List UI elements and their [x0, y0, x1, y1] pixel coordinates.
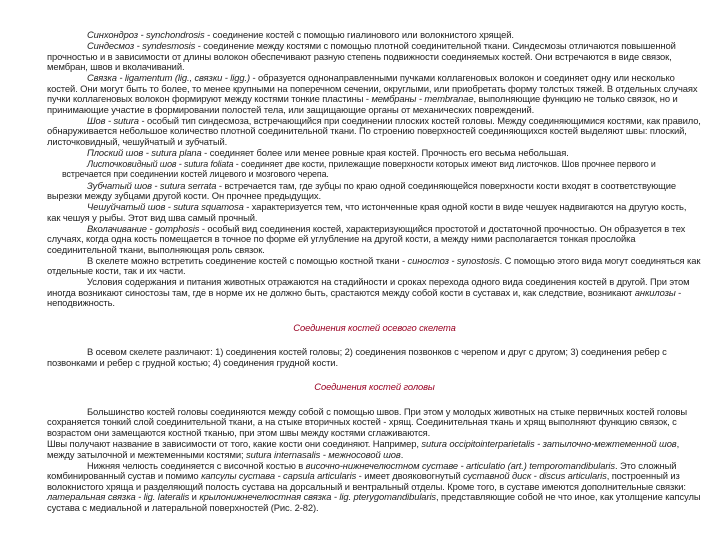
body-text: , построенный из волокнистого хряща и разделяющий полость сустава на дорсальный и вентральный отделы. Кроме того, в суставе имеются дополнительные связки:	[47, 470, 686, 492]
body-text: .	[400, 448, 404, 460]
body-text: и	[189, 491, 200, 503]
term-text: Чешуйчатый шов - sutura squamosa	[87, 201, 244, 213]
term-text: синостоз - synostosis	[407, 254, 500, 266]
section-heading	[47, 323, 702, 334]
term-text: Синхондроз - synchondrosis	[87, 29, 205, 40]
body-text: - встречается там, где зубцы по краю одной соединяющейся поверхности кости входят в соответствующие вырезки между зубцами другой кости. Он прочнее предыдущих.	[47, 179, 676, 202]
paragraph	[47, 461, 702, 514]
term-text: мембраны - membranae	[371, 93, 474, 105]
body-text: - соединение костей с помощью гиалинового или волокнистого хрящей.	[204, 29, 514, 40]
body-text: Швы получают название в зависимости от того, какие кости они соединяют. Например,	[47, 438, 422, 450]
body-text: - соединяет две кости, прилежащие поверхности которых имеют вид листочков. Шов прочнее первого и встречается при соединении костей лицевого и мозгового черепа.	[62, 158, 656, 180]
body-text: - соединение между костями с помощью плотной соединительной ткани. Синдесмозы отличаются повышенной прочностью и в зависимости от длины волокон обеспечивают разную степень подвижности соединяемых костей. Они встречаются в виде связок, мембран, швов и вколачиваний.	[47, 40, 676, 73]
term-text: латеральная связка - lig. lateralis	[47, 491, 190, 503]
term-text: капсулы сустава - capsula articularis	[201, 470, 357, 482]
section-heading	[47, 382, 702, 393]
body-text: В осевом скелете различают: 1) соединения костей головы; 2) соединения позвонков с черепом и друг с другом; 3) соединения ребер с позвонками и ребер с грудной костью; 4) соединения грудной кости.	[47, 346, 667, 368]
term-text: Шов - sutura	[87, 114, 139, 126]
body-text: Большинство костей головы соединяются между собой с помощью швов. При этом у молодых животных на стыке первичных костей головы сохраняется тонкий слой соединительной ткани, а на стыке вторичных костей - хрящ. Соединительная ткань и хрящ выполняют функцию связок, с возрастом они замещаются костной тканью, при этом швы между костями сглаживаются.	[47, 405, 688, 438]
paragraph	[47, 202, 702, 223]
paragraph	[47, 407, 702, 439]
body-text: . С помощью этого вида могут соединяться как отдельные кости, так и их части.	[47, 254, 701, 277]
term-text: Зубчатый шов - sutura serrata	[87, 179, 217, 191]
term-text: sutura occipitointerparietalis - затылочно-межтеменной шов	[421, 438, 677, 450]
term-text: sutura internasalis - межносовой шов	[246, 448, 401, 460]
paragraph	[47, 30, 702, 41]
document-body	[47, 30, 702, 514]
paragraph	[47, 347, 702, 368]
body-text: , между затылочной и межтеменными костями;	[47, 438, 680, 460]
paragraph	[47, 181, 702, 202]
term-text: анкилозы	[634, 286, 676, 298]
paragraph	[47, 148, 702, 159]
paragraph	[47, 159, 702, 180]
body-text: . Это сложный комбинированный сустав и помимо	[47, 459, 677, 482]
paragraph	[47, 277, 702, 309]
term-text: Плоский шов - sutura plana	[87, 146, 202, 158]
term-text: крылонижнечелюстная связка - lig. pterygomandibularis	[199, 491, 437, 503]
paragraph	[47, 256, 702, 277]
body-text: Условия содержания и питания животных отражаются на стадийности и сроках перехода одного вида соединения костей в другой. При этом иногда возникают синостозы там, где в норме их не должно быть, срастаются между собой кости в суставах и, как следствие, возникают	[47, 276, 690, 298]
paragraph	[47, 73, 702, 115]
body-text: Соединения костей головы	[314, 381, 435, 393]
body-text: - особый вид соединения костей, характеризующийся простотой и достаточной прочностью. Он образуется в тех случаях, когда одна кость помещается в точное по форме ей углубление на другой кости, а между ними располагается тонкая прослойка соединительной ткани, выполняющая роль связок.	[47, 222, 686, 255]
body-text: - характеризуется тем, что истонченные края одной кости в виде чешуек надвигаются на другую кость, как чешуя у рыбы. Этот вид шва самый прочный.	[47, 201, 687, 223]
term-text: суставной диск - discus articularis	[463, 470, 607, 482]
term-text: височно-нижнечелюстном суставе - articulatio (art.) temporomandibularis	[305, 459, 615, 471]
body-text: Соединения костей осевого скелета	[293, 321, 456, 333]
body-text: - особый тип синдесмоза, встречающийся при соединении плоских костей головы. Между соединяющимися костями, как правило, обнаруживается небольшое количество плотной соединительной ткани. По строению поверхностей соединяющихся костей выделяют швы: плоский, листочковидный, чешуйчатый и зубчатый.	[47, 114, 701, 147]
body-text: - неподвижность.	[47, 286, 682, 309]
paragraph	[47, 116, 702, 148]
term-text: Синдесмоз - syndesmosis	[87, 40, 196, 52]
term-text: Вколачивание - gomphosis	[87, 222, 200, 234]
paragraph	[47, 224, 702, 256]
body-text: - образуется однонаправленными пучками коллагеновых волокон и соединяет одну или несколько костей. Они могут быть то более, то менее крупными на поперечном сечении, округлыми, или приобретать форму толстых тяжей. В отдельных случаях пучки коллагеновых волокон формируют между костями тонкие пластины -	[47, 72, 698, 105]
body-text: - имеет двояковогнутый	[356, 470, 464, 482]
term-text: Связка - ligamentum (lig., связки - ligg.)	[87, 72, 251, 84]
body-text: - соединяет более или менее ровные края костей. Прочность его весьма небольшая.	[201, 146, 569, 158]
body-text: , выполняющие функцию не только связок, но и принимающие участие в формировании полостей тела, или защищающие органы от механических повреждений.	[47, 93, 678, 115]
term-text: Листочковидный шов - sutura foliata	[87, 158, 234, 169]
body-text: Нижняя челюсть соединяется с височной костью в	[87, 459, 306, 471]
body-text: , представляющие собой не что иное, как утолщение капсулы сустава с медиальной и латеральной поверхностей (Рис. 2-82).	[47, 491, 701, 513]
body-text: В скелете можно встретить соединение костей с помощью костной ткани -	[87, 254, 408, 266]
paragraph	[47, 439, 702, 460]
paragraph	[47, 41, 702, 73]
